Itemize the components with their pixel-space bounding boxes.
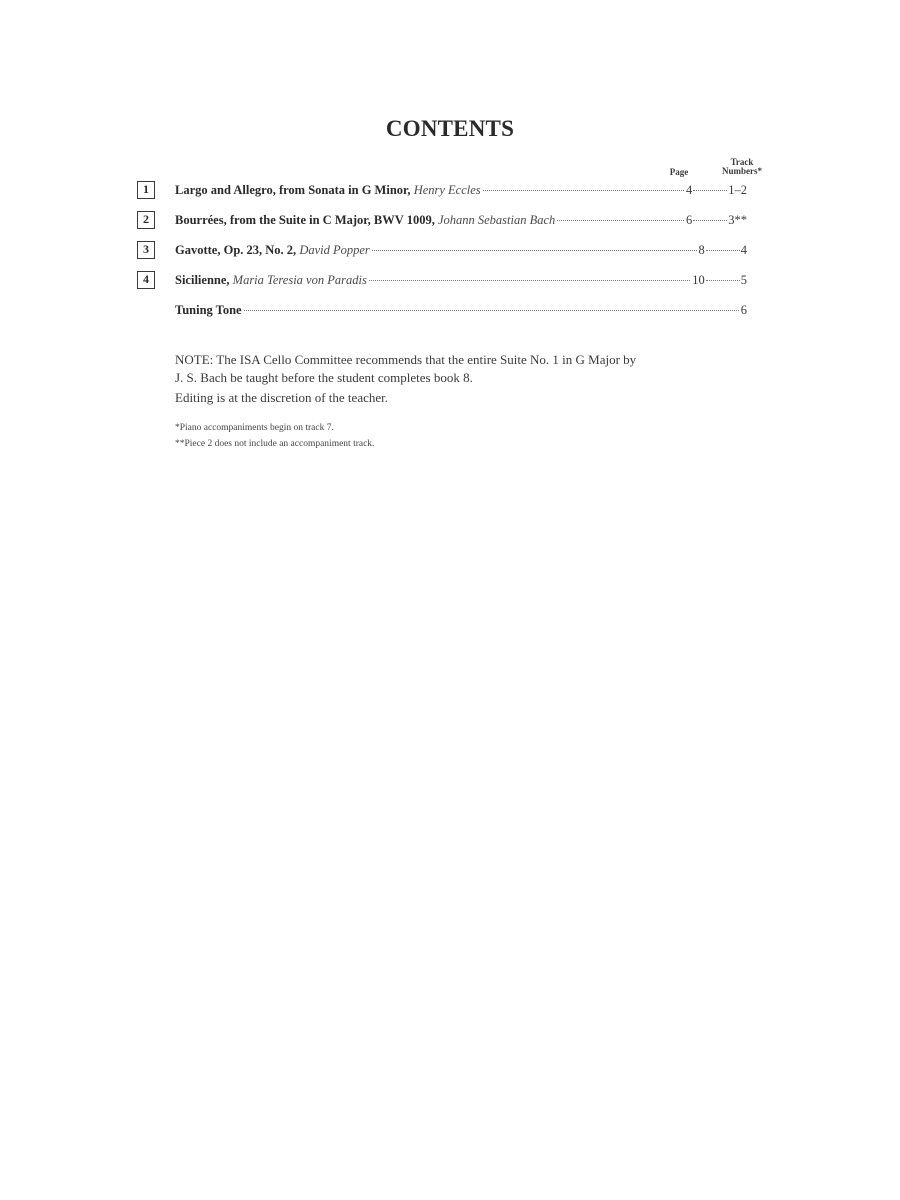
dot-leader: [483, 190, 684, 191]
entry-title: Gavotte, Op. 23, No. 2,: [175, 243, 297, 257]
entry-line: [175, 272, 747, 288]
entry-composer: Maria Teresia von Paradis: [232, 273, 367, 287]
entry-number-box: 4: [137, 271, 155, 289]
entry-track-number: 6: [740, 303, 747, 317]
dot-leader: [372, 250, 697, 251]
track-header-line1: Track: [730, 157, 754, 167]
track-column-header: [712, 158, 772, 176]
entry-composer: David Popper: [299, 243, 370, 257]
entry-number-box: 3: [137, 241, 155, 259]
entry-track-number: 3**: [728, 213, 747, 227]
footnote: **Piece 2 does not include an accompaniment track.: [175, 439, 375, 449]
dot-leader: [693, 190, 727, 191]
note-line: Editing is at the discretion of the teacher.: [175, 390, 388, 405]
footnote: *Piano accompaniments begin on track 7.: [175, 423, 334, 433]
entry-page-number: 10: [692, 273, 705, 287]
entry-page-number: 4: [686, 183, 693, 197]
entry-title: Tuning Tone: [175, 303, 242, 317]
teaching-note: [175, 351, 715, 407]
footnotes: [175, 420, 374, 452]
contents-entry[interactable]: [0, 181, 900, 203]
entry-line: [175, 242, 747, 258]
note-line: NOTE: The ISA Cello Committee recommends that the entire Suite No. 1 in G Major by: [175, 352, 637, 367]
page-column-header: Page: [669, 167, 689, 177]
entry-composer: Johann Sebastian Bach: [437, 213, 556, 227]
entry-page-number: 6: [686, 213, 693, 227]
contents-entry[interactable]: [0, 271, 900, 293]
entry-title: Largo and Allegro, from Sonata in G Minor,: [175, 183, 411, 197]
dot-leader: [693, 220, 727, 221]
track-header-line2: Numbers*: [722, 166, 762, 176]
entry-track-number: 4: [740, 243, 747, 257]
entry-line: [175, 182, 747, 198]
entry-number-box: 1: [137, 181, 155, 199]
entry-number-box: 2: [137, 211, 155, 229]
entry-track-number: 1–2: [728, 183, 747, 197]
contents-entry[interactable]: [0, 211, 900, 233]
entry-line: [175, 212, 747, 228]
entry-track-number: 5: [740, 273, 747, 287]
entry-page-number: 8: [698, 243, 705, 257]
note-line: J. S. Bach be taught before the student completes book 8.: [175, 370, 473, 385]
entry-line: [175, 302, 747, 318]
entry-title: Bourrées, from the Suite in C Major, BWV 1009,: [175, 213, 435, 227]
entry-composer: Henry Eccles: [413, 183, 481, 197]
contents-entry[interactable]: [0, 241, 900, 263]
dot-leader: [706, 280, 740, 281]
dot-leader: [369, 280, 690, 281]
dot-leader: [244, 310, 739, 311]
page-title: CONTENTS: [385, 116, 515, 141]
entry-title: Sicilienne,: [175, 273, 230, 287]
dot-leader: [706, 250, 740, 251]
dot-leader: [557, 220, 684, 221]
tuning-tone-entry[interactable]: [0, 301, 900, 323]
